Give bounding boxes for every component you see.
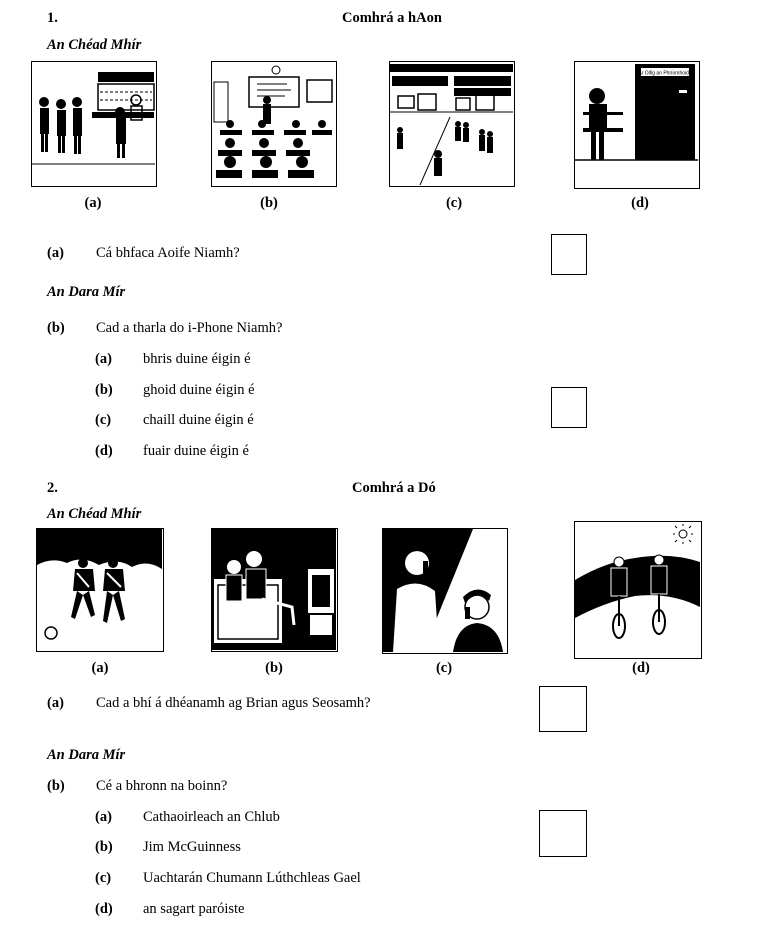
- q1-part1-heading: An Chéad Mhír: [47, 37, 142, 53]
- q1-qa-answer-box[interactable]: [551, 234, 587, 275]
- q1-option-letter: (a): [95, 351, 112, 367]
- q1-part2-heading: An Dara Mír: [47, 284, 126, 300]
- q1-qa-text: Cá bhfaca Aoife Niamh?: [96, 245, 240, 261]
- q1-picture-b: [211, 61, 337, 187]
- q2-option-text: Uachtarán Chumann Lúthchleas Gael: [143, 870, 361, 886]
- q1-qb-answer-box[interactable]: [551, 387, 587, 428]
- q1-option-text: fuair duine éigin é: [143, 443, 249, 459]
- q2-option-letter: (d): [95, 901, 113, 917]
- q2-qa-text: Cad a bhí á dhéanamh ag Brian agus Seosamh?: [96, 695, 371, 711]
- q2-part2-heading: An Dara Mír: [47, 747, 126, 763]
- q2-qb-text: Cé a bhronn na boinn?: [96, 778, 228, 794]
- q2-option-text: an sagart paróiste: [143, 901, 245, 917]
- q1-caption-a: (a): [84, 195, 102, 211]
- q1-caption-c: (c): [445, 195, 463, 211]
- q1-caption-d: (d): [631, 195, 649, 211]
- question-2-number: 2.: [47, 480, 58, 496]
- q2-picture-c: [382, 528, 508, 654]
- q1-picture-a: [31, 61, 157, 187]
- q2-option-text: Jim McGuinness: [143, 839, 241, 855]
- q2-picture-b: [211, 528, 338, 652]
- q2-qb-letter: (b): [47, 778, 65, 794]
- q2-caption-c: (c): [435, 660, 453, 676]
- q1-caption-b: (b): [260, 195, 278, 211]
- q1-qb-letter: (b): [47, 320, 65, 336]
- door-sign-text: Ár Oifig an Phríomhoide: [638, 70, 692, 77]
- question-1-title: Comhrá a hAon: [342, 10, 442, 26]
- q1-qa-letter: (a): [47, 245, 64, 261]
- q2-qa-letter: (a): [47, 695, 64, 711]
- q2-option-letter: (a): [95, 809, 112, 825]
- q1-option-text: bhris duine éigin é: [143, 351, 251, 367]
- q2-option-letter: (b): [95, 839, 113, 855]
- q1-option-letter: (b): [95, 382, 113, 398]
- q2-option-text: Cathaoirleach an Chlub: [143, 809, 280, 825]
- q2-qb-answer-box[interactable]: [539, 810, 587, 857]
- q1-option-text: chaill duine éigin é: [143, 412, 254, 428]
- question-1-number: 1.: [47, 10, 58, 26]
- q1-option-text: ghoid duine éigin é: [143, 382, 255, 398]
- q1-picture-d: [574, 61, 700, 189]
- q1-qb-text: Cad a tharla do i-Phone Niamh?: [96, 320, 283, 336]
- q2-part1-heading: An Chéad Mhír: [47, 506, 142, 522]
- q2-option-letter: (c): [95, 870, 112, 886]
- q1-option-letter: (d): [95, 443, 113, 459]
- q2-qa-answer-box[interactable]: [539, 686, 587, 732]
- q2-caption-a: (a): [91, 660, 109, 676]
- q2-picture-d: [574, 521, 702, 659]
- q2-caption-d: (d): [632, 660, 650, 676]
- q1-picture-c: [389, 61, 515, 187]
- q1-option-letter: (c): [95, 412, 112, 428]
- q2-caption-b: (b): [265, 660, 283, 676]
- question-2-title: Comhrá a Dó: [352, 480, 436, 496]
- q2-picture-a: [36, 528, 164, 652]
